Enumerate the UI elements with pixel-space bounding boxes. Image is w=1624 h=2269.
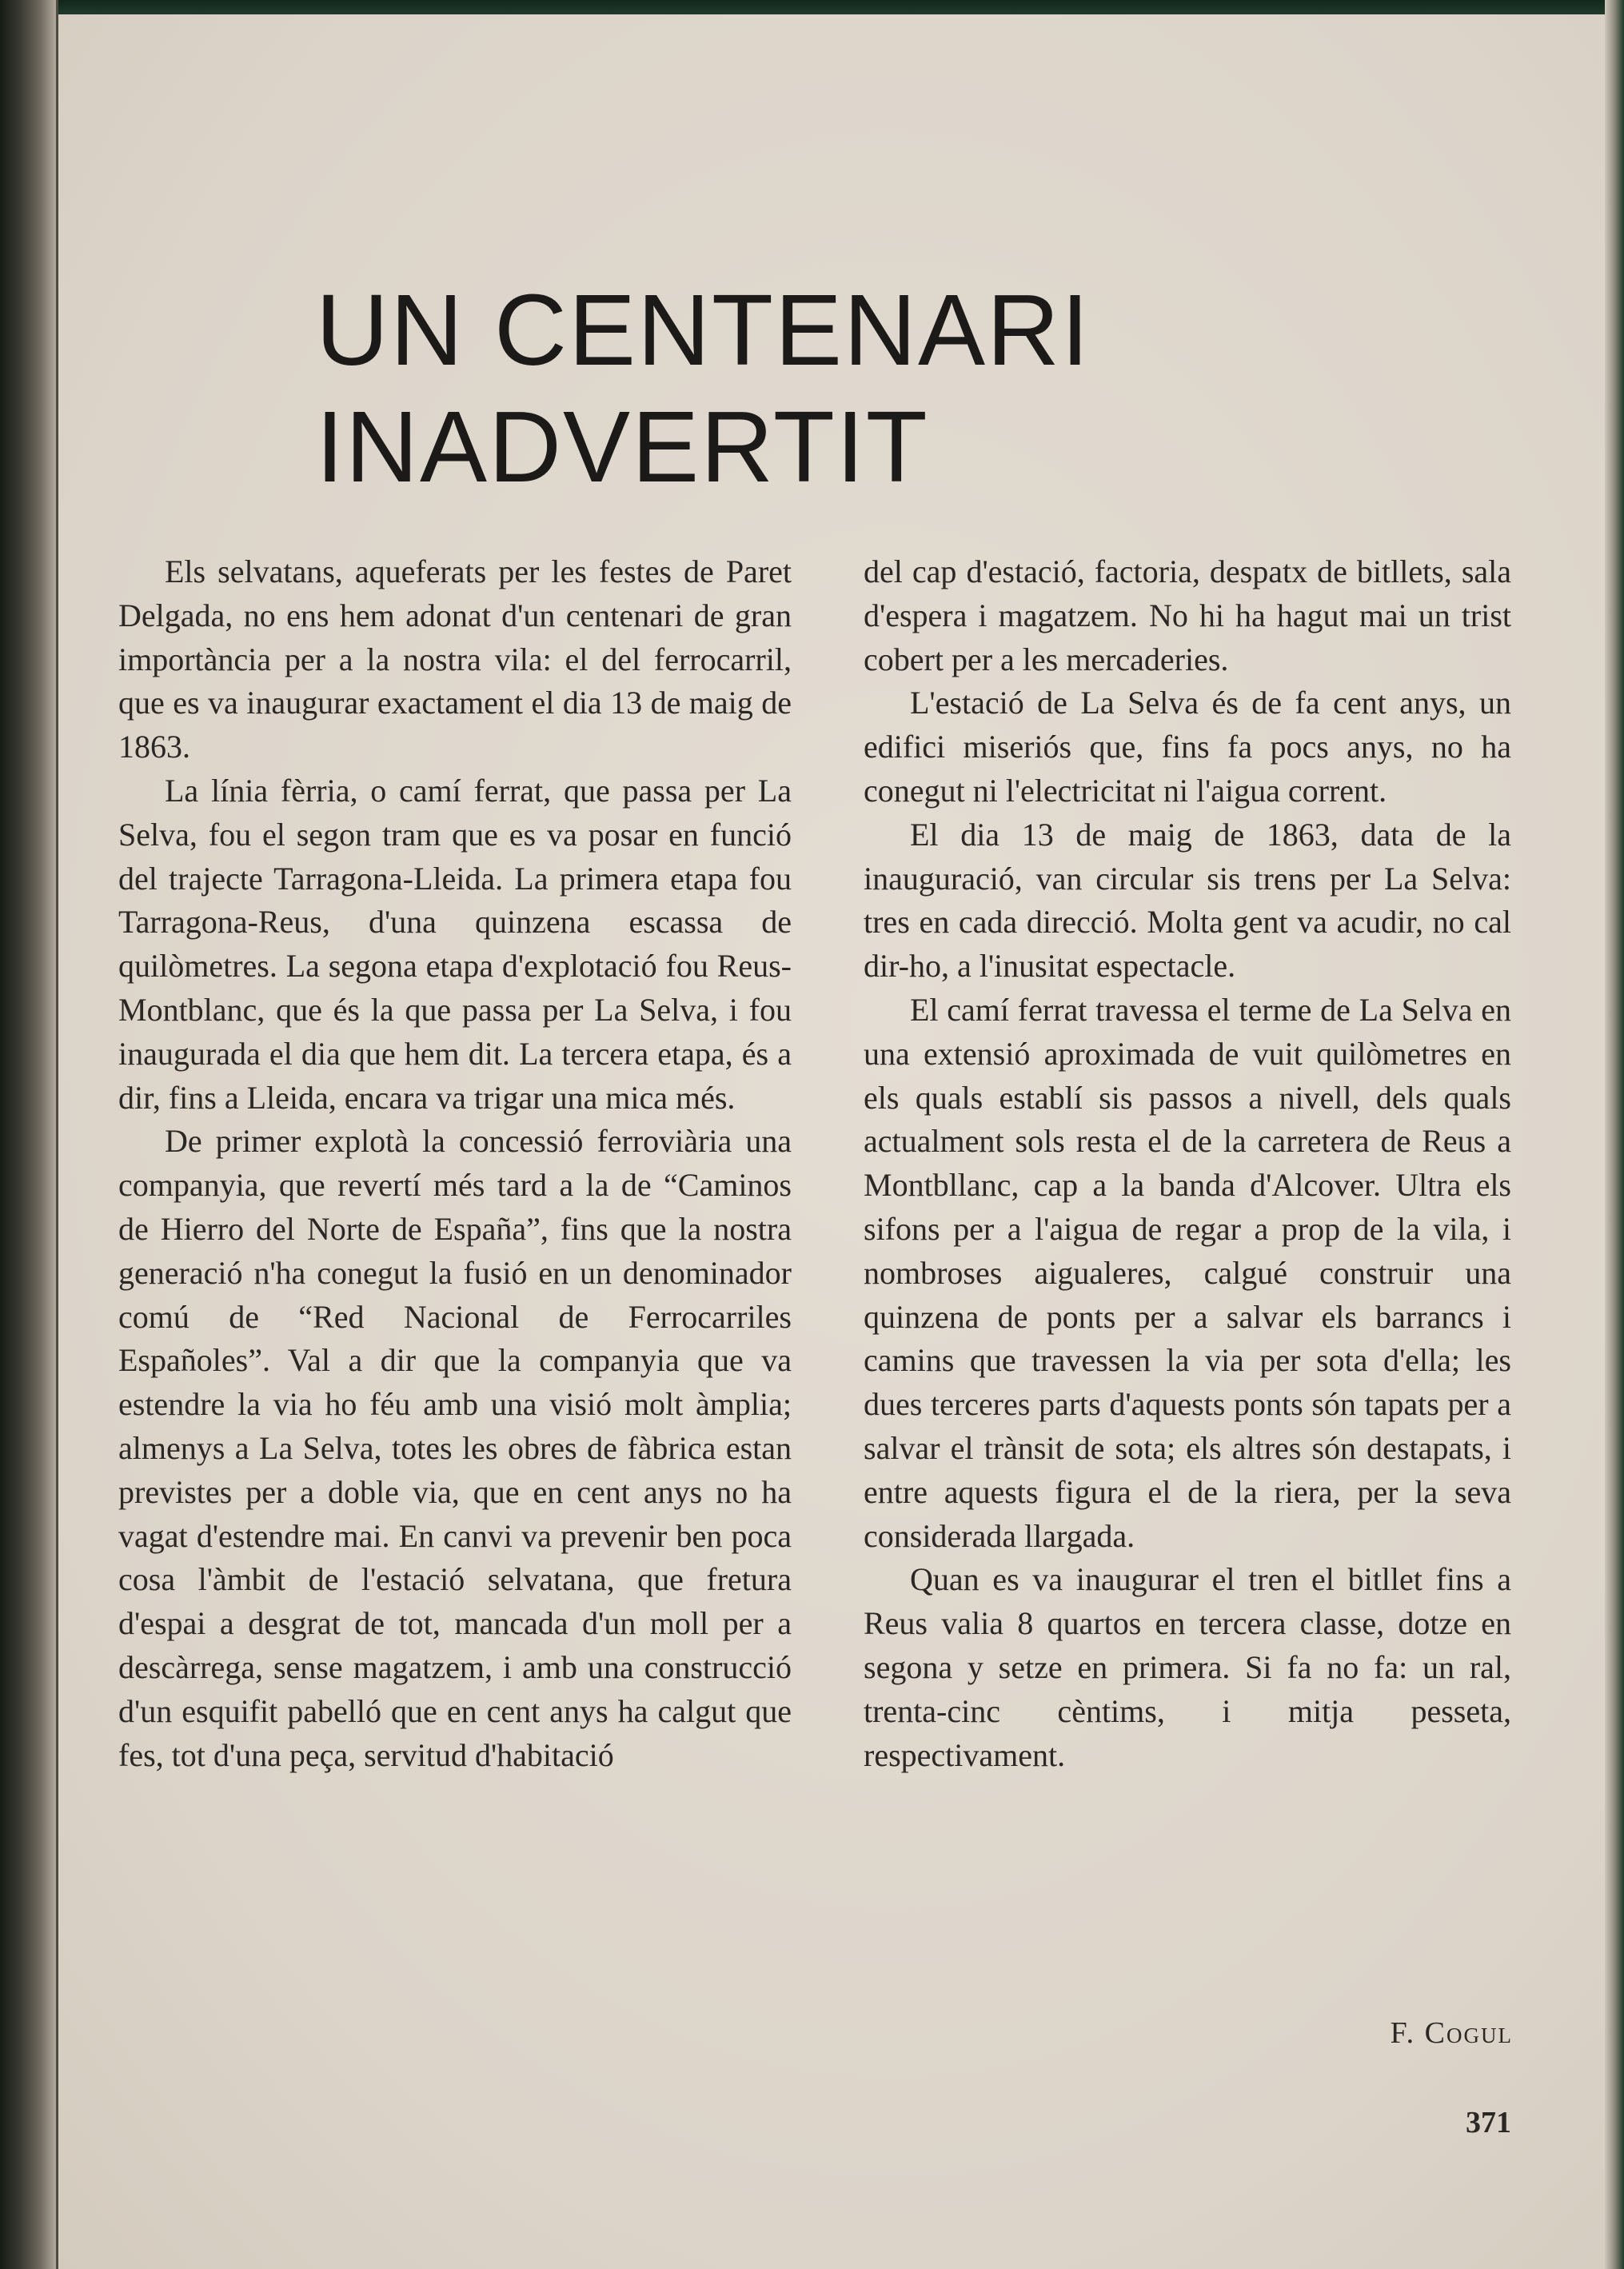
title-line-1: UN CENTENARI [316,274,1091,386]
paragraph-continuation: del cap d'estació, factoria, despatx de bitllets, sala d'espera i magatzem. No hi ha hagut mai un trist cobert per a les mercaderies. [864,553,1511,677]
scan-right-border [1605,0,1624,2269]
paragraph: Els selvatans, aqueferats per les festes de Paret Delgada, no ens hem adonat d'un centenari de gran importància per a la nostra vila: el del ferrocarril, que es va inaugurar exactament el dia 13 de maig de 1863. [118,553,792,765]
scan-top-border [0,0,1624,14]
paragraph: De primer explotà la concessió ferroviària una companyia, que revertí més tard a la de “Caminos de Hierro del Norte de España”, fins que la nostra generació n'ha conegut la fusió en un denominador comú de “Red Nacional de Ferrocarriles Españoles”. Val a dir que la companyia que va estendre la via ho féu amb una visió molt àmplia; almenys a La Selva, totes les obres de fàbrica estan previstes per a doble via, que en cent anys no ha vagat d'estendre mai. En canvi va prevenir ben poca cosa l'àmbit de l'estació selvatana, que fretura d'espai a desgrat de tot, mancada d'un moll per a descàrrega, sense magatzem, i amb una construcció d'un esquifit pabelló que en cent anys ha calgut que fes, tot d'una peça, servitud d'habitació [118,1123,792,1773]
binding-line [56,0,58,2269]
right-column [864,550,1511,1777]
left-column [118,550,792,1777]
page-number: 371 [1466,2106,1511,2139]
paragraph: Quan es va inaugurar el tren el bitllet fins a Reus valia 8 quartos en tercera classe, dotze en segona y setze en primera. Si fa no fa: un ral, trenta-cinc cèntims, i mitja pesseta, respectivament. [864,1561,1511,1773]
book-binding-edge [0,0,58,2269]
paragraph: El camí ferrat travessa el terme de La Selva en una extensió aproximada de vuit quilòmetres en els quals establí sis passos a nivell, dels quals actualment sols resta el de la carretera de Reus a Montbllanc, cap a la banda d'Alcover. Ultra els sifons per a l'aigua de regar a prop de la vila, i nombroses aigualeres, calgué construir una quinzena de ponts per a salvar els barrancs i camins que travessen la via per sota d'ella; les dues terceres parts d'aquests ponts són tapats per a salvar el trànsit de sota; els altres són destapats, i entre aquests figura el de la riera, per la seva considerada llargada. [864,991,1511,1554]
author-signature: F. Cogul [1390,2016,1513,2050]
article-title [316,272,1091,505]
paragraph: L'estació de La Selva és de fa cent anys, un edifici miseriós que, fins fa pocs anys, no ha conegut ni l'electricitat ni l'aigua corrent. [864,685,1511,809]
paragraph: El dia 13 de maig de 1863, data de la inauguració, van circular sis trens per La Selva: tres en cada direcció. Molta gent va acudir, no cal dir-ho, a l'inusitat espectacle. [864,816,1511,985]
title-line-2: INADVERTIT [316,390,929,503]
paragraph: La línia fèrria, o camí ferrat, que passa per La Selva, fou el segon tram que es va posar en funció del trajecte Tarragona-Lleida. La primera etapa fou Tarragona-Reus, d'una quinzena escassa de quilòmetres. La segona etapa d'explotació fou Reus-Montblanc, que és la que passa per La Selva, i fou inaugurada el dia que hem dit. La tercera etapa, és a dir, fins a Lleida, encara va trigar una mica més. [118,772,792,1116]
